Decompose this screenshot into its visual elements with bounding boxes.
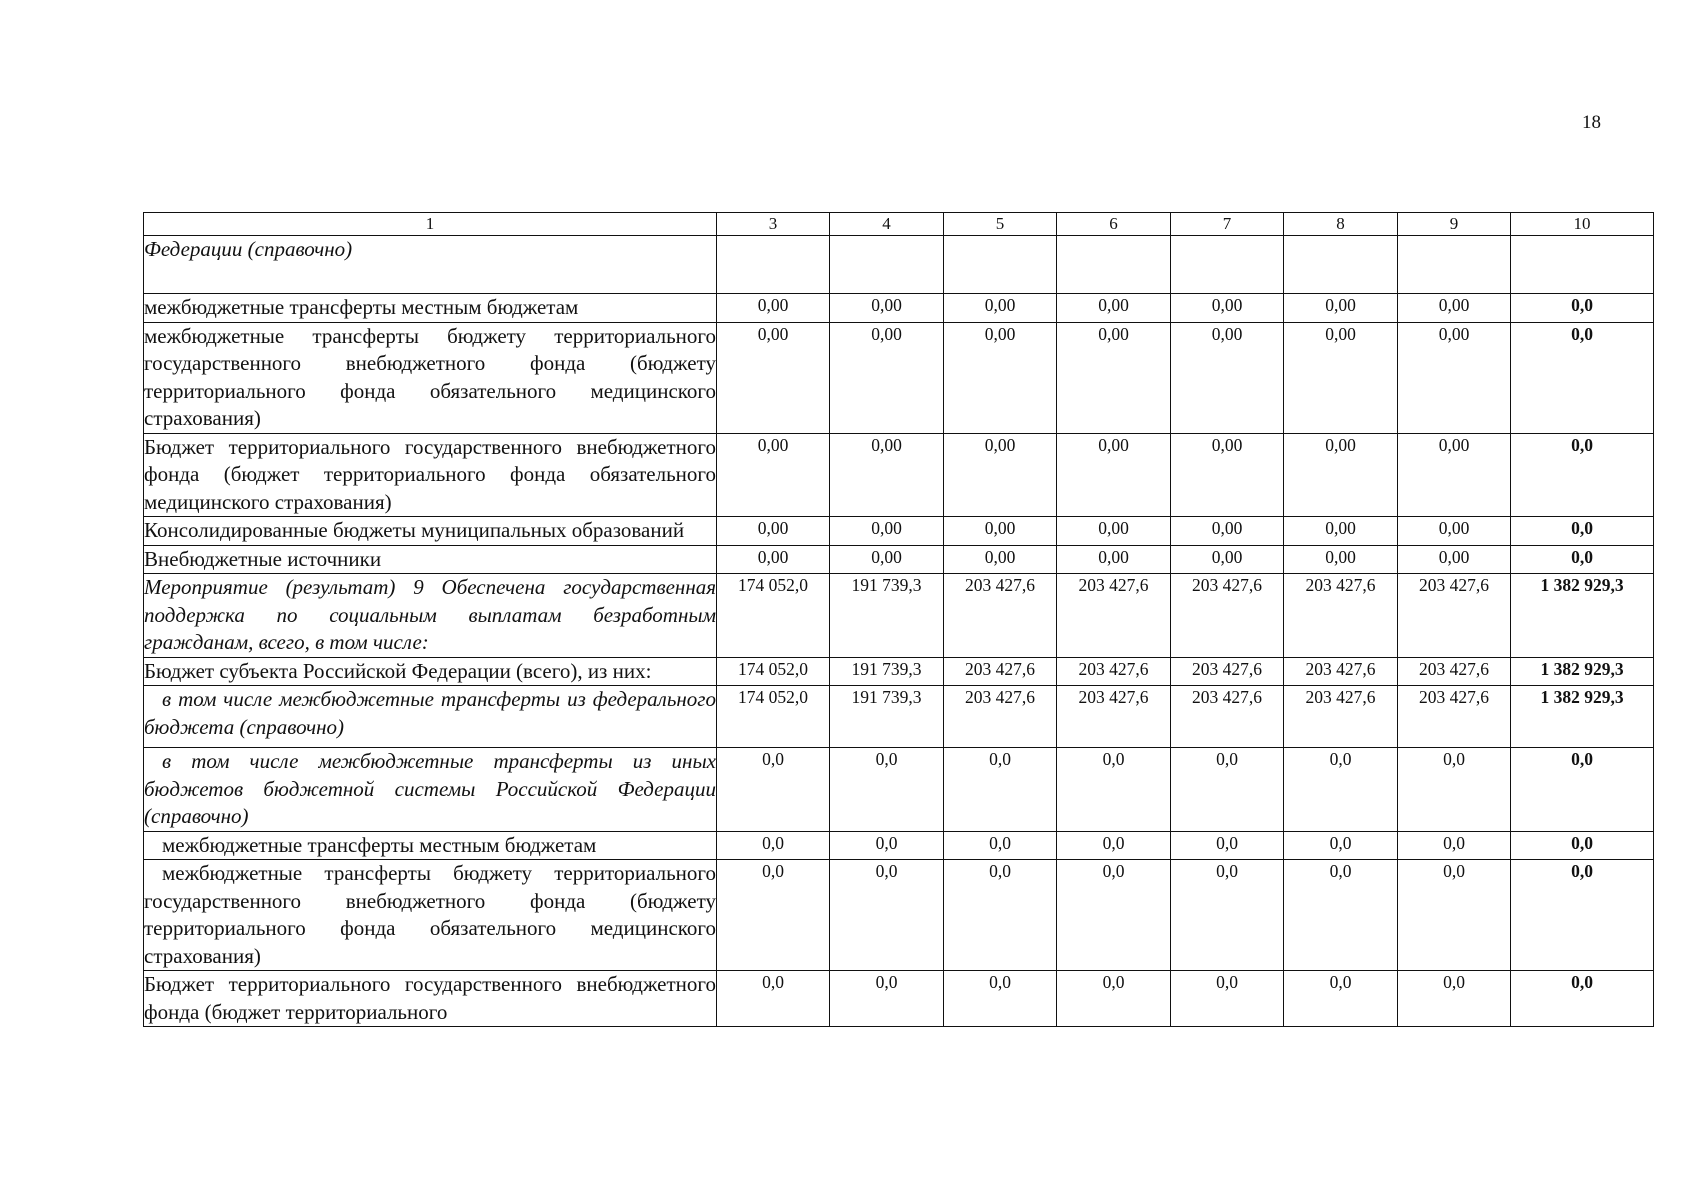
row-label: межбюджетные трансферты бюджету территориального государственного внебюджетного фонда (бюджету территориального фонда обязательного медицинского страхования) bbox=[144, 322, 717, 433]
row-label: Федерации (справочно) bbox=[144, 236, 717, 294]
value-cell: 0,00 bbox=[717, 517, 830, 546]
value-cell: 0,00 bbox=[830, 294, 944, 323]
value-cell: 0,00 bbox=[944, 294, 1057, 323]
value-cell bbox=[717, 236, 830, 294]
value-cell: 0,0 bbox=[1057, 831, 1171, 860]
value-cell: 0,00 bbox=[1057, 294, 1171, 323]
value-cell: 0,00 bbox=[1284, 433, 1398, 517]
table-body bbox=[144, 236, 1654, 1027]
table-row bbox=[144, 517, 1654, 546]
value-cell: 0,00 bbox=[944, 433, 1057, 517]
row-label: межбюджетные трансферты бюджету территориального государственного внебюджетного фонда (бюджету территориального фонда обязательного медицинского страхования) bbox=[144, 860, 717, 971]
table-row bbox=[144, 545, 1654, 574]
total-cell bbox=[1511, 236, 1654, 294]
row-label: межбюджетные трансферты местным бюджетам bbox=[144, 831, 717, 860]
column-number-row bbox=[144, 213, 1654, 236]
column-header: 7 bbox=[1171, 213, 1284, 236]
value-cell: 0,0 bbox=[717, 860, 830, 971]
value-cell: 203 427,6 bbox=[1284, 686, 1398, 748]
total-cell: 0,0 bbox=[1511, 433, 1654, 517]
total-cell: 1 382 929,3 bbox=[1511, 574, 1654, 658]
total-cell: 1 382 929,3 bbox=[1511, 657, 1654, 686]
total-cell: 0,0 bbox=[1511, 860, 1654, 971]
row-label: Мероприятие (результат) 9 Обеспечена государственная поддержка по социальным выплатам безработным гражданам, всего, в том числе: bbox=[144, 574, 717, 658]
column-header: 8 bbox=[1284, 213, 1398, 236]
total-cell: 0,0 bbox=[1511, 294, 1654, 323]
row-label: Консолидированные бюджеты муниципальных образований bbox=[144, 517, 717, 546]
value-cell: 0,00 bbox=[830, 517, 944, 546]
value-cell: 0,00 bbox=[1398, 294, 1511, 323]
value-cell: 191 739,3 bbox=[830, 657, 944, 686]
value-cell: 0,00 bbox=[1057, 433, 1171, 517]
value-cell: 0,00 bbox=[1284, 294, 1398, 323]
total-cell: 0,0 bbox=[1511, 322, 1654, 433]
total-cell: 0,0 bbox=[1511, 517, 1654, 546]
value-cell: 203 427,6 bbox=[1171, 686, 1284, 748]
value-cell: 0,00 bbox=[1171, 322, 1284, 433]
value-cell: 0,0 bbox=[1398, 831, 1511, 860]
value-cell: 203 427,6 bbox=[1171, 574, 1284, 658]
value-cell: 0,00 bbox=[1057, 322, 1171, 433]
total-cell: 1 382 929,3 bbox=[1511, 686, 1654, 748]
value-cell: 0,00 bbox=[944, 322, 1057, 433]
value-cell: 0,0 bbox=[944, 831, 1057, 860]
value-cell: 0,0 bbox=[1284, 831, 1398, 860]
value-cell: 174 052,0 bbox=[717, 686, 830, 748]
value-cell: 191 739,3 bbox=[830, 686, 944, 748]
value-cell: 174 052,0 bbox=[717, 574, 830, 658]
table-row bbox=[144, 657, 1654, 686]
value-cell bbox=[944, 236, 1057, 294]
row-label: Бюджет субъекта Российской Федерации (всего), из них: bbox=[144, 657, 717, 686]
value-cell bbox=[1284, 236, 1398, 294]
value-cell: 203 427,6 bbox=[944, 574, 1057, 658]
value-cell: 203 427,6 bbox=[1398, 574, 1511, 658]
value-cell: 0,0 bbox=[717, 748, 830, 832]
value-cell: 0,00 bbox=[717, 545, 830, 574]
column-header: 1 bbox=[144, 213, 717, 236]
table-row bbox=[144, 433, 1654, 517]
value-cell: 0,00 bbox=[830, 433, 944, 517]
budget-table bbox=[143, 212, 1654, 1027]
column-header: 3 bbox=[717, 213, 830, 236]
row-label: в том числе межбюджетные трансферты из иных бюджетов бюджетной системы Российской Федерации (справочно) bbox=[144, 748, 717, 832]
value-cell bbox=[830, 236, 944, 294]
column-header: 4 bbox=[830, 213, 944, 236]
value-cell: 0,0 bbox=[830, 860, 944, 971]
value-cell: 0,00 bbox=[1284, 545, 1398, 574]
value-cell: 0,00 bbox=[1398, 322, 1511, 433]
value-cell: 0,0 bbox=[1171, 860, 1284, 971]
row-label: Бюджет территориального государственного внебюджетного фонда (бюджет территориального фонда обязательного медицинского страхования) bbox=[144, 433, 717, 517]
value-cell: 0,0 bbox=[830, 971, 944, 1027]
value-cell: 0,00 bbox=[1057, 545, 1171, 574]
column-header: 9 bbox=[1398, 213, 1511, 236]
value-cell: 0,0 bbox=[1057, 971, 1171, 1027]
value-cell: 203 427,6 bbox=[944, 657, 1057, 686]
value-cell: 0,00 bbox=[1171, 433, 1284, 517]
value-cell: 203 427,6 bbox=[1171, 657, 1284, 686]
value-cell: 174 052,0 bbox=[717, 657, 830, 686]
page-number: 18 bbox=[1582, 112, 1601, 133]
value-cell: 0,0 bbox=[1284, 748, 1398, 832]
value-cell bbox=[1171, 236, 1284, 294]
value-cell: 191 739,3 bbox=[830, 574, 944, 658]
value-cell: 0,00 bbox=[717, 294, 830, 323]
value-cell: 203 427,6 bbox=[1057, 657, 1171, 686]
value-cell: 0,00 bbox=[1398, 517, 1511, 546]
value-cell: 0,0 bbox=[944, 860, 1057, 971]
total-cell: 0,0 bbox=[1511, 831, 1654, 860]
value-cell: 0,00 bbox=[1398, 433, 1511, 517]
value-cell: 0,00 bbox=[1284, 517, 1398, 546]
value-cell: 0,00 bbox=[1171, 294, 1284, 323]
value-cell: 203 427,6 bbox=[1284, 657, 1398, 686]
value-cell: 0,00 bbox=[830, 545, 944, 574]
value-cell: 0,0 bbox=[1398, 971, 1511, 1027]
table-row bbox=[144, 294, 1654, 323]
value-cell: 203 427,6 bbox=[1398, 686, 1511, 748]
value-cell: 203 427,6 bbox=[1057, 686, 1171, 748]
value-cell: 0,00 bbox=[830, 322, 944, 433]
value-cell: 203 427,6 bbox=[1057, 574, 1171, 658]
value-cell: 0,0 bbox=[717, 831, 830, 860]
value-cell: 0,00 bbox=[717, 433, 830, 517]
value-cell: 0,00 bbox=[1398, 545, 1511, 574]
value-cell: 0,0 bbox=[1284, 860, 1398, 971]
value-cell bbox=[1057, 236, 1171, 294]
value-cell: 0,0 bbox=[1398, 748, 1511, 832]
total-cell: 0,0 bbox=[1511, 748, 1654, 832]
row-label: в том числе межбюджетные трансферты из федерального бюджета (справочно) bbox=[144, 686, 717, 748]
table-row bbox=[144, 236, 1654, 294]
value-cell: 203 427,6 bbox=[1398, 657, 1511, 686]
value-cell: 0,0 bbox=[1171, 748, 1284, 832]
table-row bbox=[144, 860, 1654, 971]
value-cell: 0,00 bbox=[944, 517, 1057, 546]
value-cell: 0,0 bbox=[717, 971, 830, 1027]
value-cell: 0,0 bbox=[1171, 831, 1284, 860]
value-cell: 0,00 bbox=[1171, 545, 1284, 574]
value-cell: 0,0 bbox=[1284, 971, 1398, 1027]
value-cell: 203 427,6 bbox=[1284, 574, 1398, 658]
column-header: 10 bbox=[1511, 213, 1654, 236]
value-cell: 0,0 bbox=[944, 748, 1057, 832]
value-cell: 0,00 bbox=[1057, 517, 1171, 546]
value-cell: 0,00 bbox=[717, 322, 830, 433]
value-cell: 0,0 bbox=[1171, 971, 1284, 1027]
value-cell: 0,0 bbox=[1057, 748, 1171, 832]
value-cell: 203 427,6 bbox=[944, 686, 1057, 748]
value-cell: 0,00 bbox=[944, 545, 1057, 574]
table-row bbox=[144, 322, 1654, 433]
table-row bbox=[144, 686, 1654, 748]
value-cell: 0,00 bbox=[1284, 322, 1398, 433]
value-cell: 0,0 bbox=[1398, 860, 1511, 971]
total-cell: 0,0 bbox=[1511, 545, 1654, 574]
total-cell: 0,0 bbox=[1511, 971, 1654, 1027]
value-cell: 0,00 bbox=[1171, 517, 1284, 546]
column-header: 5 bbox=[944, 213, 1057, 236]
value-cell: 0,0 bbox=[1057, 860, 1171, 971]
table-row bbox=[144, 574, 1654, 658]
table-row bbox=[144, 831, 1654, 860]
value-cell bbox=[1398, 236, 1511, 294]
value-cell: 0,0 bbox=[944, 971, 1057, 1027]
row-label: межбюджетные трансферты местным бюджетам bbox=[144, 294, 717, 323]
value-cell: 0,0 bbox=[830, 748, 944, 832]
row-label: Внебюджетные источники bbox=[144, 545, 717, 574]
table-row bbox=[144, 971, 1654, 1027]
row-label: Бюджет территориального государственного внебюджетного фонда (бюджет территориального bbox=[144, 971, 717, 1027]
value-cell: 0,0 bbox=[830, 831, 944, 860]
column-header: 6 bbox=[1057, 213, 1171, 236]
table-row bbox=[144, 748, 1654, 832]
